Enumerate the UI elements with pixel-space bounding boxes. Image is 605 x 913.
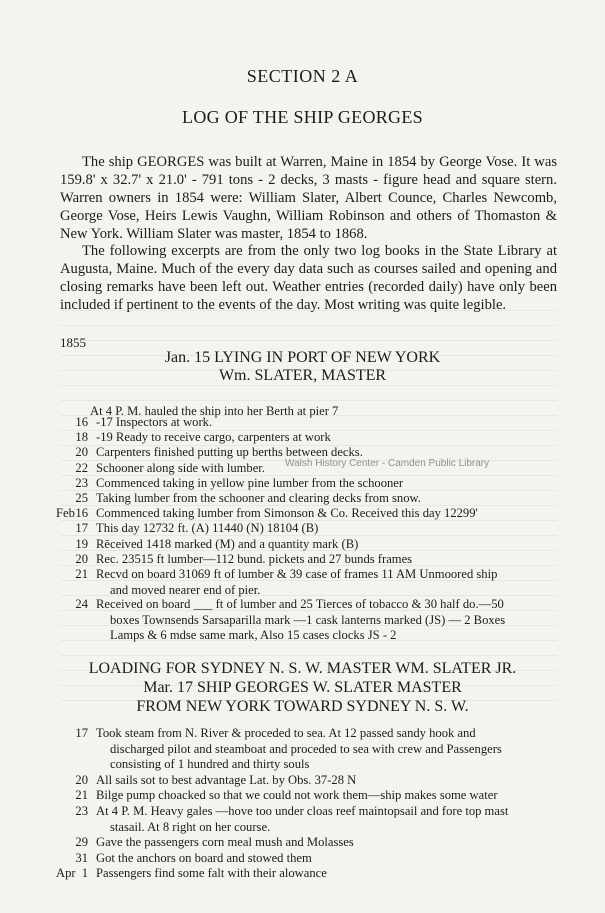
entry-text <box>96 804 551 835</box>
entry-line: stasail. At 8 right on her course. <box>110 819 271 834</box>
entry-text <box>96 430 551 446</box>
entry-day: 24 <box>75 597 88 612</box>
section-title: SECTION 2 A <box>246 66 359 86</box>
entry-day: 20 <box>75 551 88 566</box>
entry-line: Carpenters finished putting up berths between decks. <box>96 445 363 460</box>
lead-entry: At 4 P. M. hauled the ship into her Berth at pier 7 <box>90 404 339 418</box>
entry-day: 23 <box>75 475 88 490</box>
entry-line: This day 12732 ft. (A) 11440 (N) 18104 (B) <box>96 521 319 536</box>
heading-master: Wm. SLATER, MASTER <box>218 367 387 384</box>
entry-text <box>96 835 551 851</box>
entry-line: Rec. 23515 ft lumber—112 bund. pickets and 27 bunds frames <box>96 551 413 566</box>
entry-day: 25 <box>75 491 88 505</box>
entry-day: 20 <box>75 772 88 787</box>
entry-day: 31 <box>75 850 88 865</box>
entry-text <box>96 597 551 644</box>
entry-line: Passengers find some falt with their alowance <box>96 866 327 881</box>
heading-jan-port: Jan. 15 LYING IN PORT OF NEW YORK <box>164 349 441 366</box>
entry-day: 23 <box>75 804 88 818</box>
entry-line: All sails sot to best advantage Lat. by Obs. 37-28 N <box>96 772 357 787</box>
entry-day: 1 <box>81 866 88 881</box>
entry-line: Commenced taking lumber from Simonson & Co. Received this day 12299' <box>96 506 478 521</box>
heading-route: FROM NEW YORK TOWARD SYDNEY N. S. W. <box>136 698 469 715</box>
library-watermark: Walsh History Center - Camden Public Library <box>285 458 490 469</box>
entry-line: Gave the passengers corn meal mush and Molasses <box>96 835 354 850</box>
intro-paragraph-2: The following excerpts are from the only two log books in the State Library at Augusta, Maine. Much of the every day data such as courses sailed and opening and closing remarks have been left out. Weather entries (recorded daily) have only been included if pertinent to the events of the day. Most writing was quite legible. <box>60 243 557 313</box>
entry-day: 16 <box>75 506 88 521</box>
entry-day: 16 <box>75 415 88 429</box>
entry-month: Feb <box>56 506 75 521</box>
entry-line: At 4 P. M. Heavy gales —hove too under cloas reef maintopsail and fore top mast <box>96 804 509 818</box>
entry-line: Took steam from N. River & proceded to sea. At 12 passed sandy hook and <box>96 726 476 740</box>
entry-text <box>96 552 551 568</box>
intro-paragraph-1: The ship GEORGES was built at Warren, Maine in 1854 by George Vose. It was 159.8' x 32.7' x 21.0' - 791 tons - 2 decks, 3 masts - figure head and square stern. Warren owners in 1854 were: William Slater, Albert Counce, Charles Newcomb, George Vose, Heirs Lewis Vaughn, William Robinson and others of Thomaston & New York. William Slater was master, 1854 to 1868. <box>60 154 557 242</box>
entry-day: 17 <box>75 521 88 536</box>
entry-text <box>96 851 551 867</box>
entry-day: 17 <box>75 726 88 740</box>
entry-line: discharged pilot and steamboat and proceded to sea with crew and Passengers <box>110 741 502 756</box>
entry-month: Apr <box>56 866 76 881</box>
entry-day: 20 <box>75 445 88 460</box>
entry-text <box>96 726 551 773</box>
entry-line: Bilge pump choacked so that we could not work them—ship makes some water <box>96 788 498 803</box>
entry-day: 29 <box>75 835 88 850</box>
entry-day: 21 <box>75 788 88 803</box>
entry-text <box>96 491 551 507</box>
heading-departure-date: Mar. 17 SHIP GEORGES W. SLATER MASTER <box>143 679 462 696</box>
entry-text <box>96 506 551 522</box>
entry-line: Got the anchors on board and stowed them <box>96 850 312 865</box>
entry-text <box>96 788 551 804</box>
entry-line: Lamps & 6 mdse same mark, Also 15 cases clocks JS - 2 <box>110 628 397 643</box>
entry-line: consisting of 1 hundred and thirty souls <box>110 757 310 771</box>
entry-day: 22 <box>75 460 88 475</box>
year-label: 1855 <box>60 335 86 350</box>
entry-line: and moved nearer end of pier. <box>110 582 261 597</box>
log-title: LOG OF THE SHIP GEORGES <box>182 107 423 127</box>
entry-text <box>96 773 551 789</box>
entry-text <box>96 521 551 537</box>
entry-text <box>96 415 551 431</box>
heading-loading: LOADING FOR SYDNEY N. S. W. MASTER WM. SLATER JR. <box>88 660 517 677</box>
entry-line: Recvd on board 31069 ft of lumber & 39 case of frames 11 AM Unmoored ship <box>96 567 498 581</box>
entry-text <box>96 567 551 598</box>
entry-line: -19 Ready to receive cargo, carpenters at work <box>96 430 331 445</box>
entry-text <box>96 537 551 553</box>
entry-text <box>96 476 551 492</box>
entry-line: Taking lumber from the schooner and clearing decks from snow. <box>96 491 421 505</box>
entry-day: 19 <box>75 536 88 551</box>
entry-line: Received on board ___ ft of lumber and 25 Tierces of tobacco & 30 half do.—50 <box>96 597 504 612</box>
entry-line: boxes Townsends Sarsaparilla mark —1 cask lanterns marked (JS) — 2 Boxes <box>110 612 506 627</box>
entry-day: 21 <box>75 567 88 581</box>
entry-text <box>96 866 551 882</box>
entry-line: Commenced taking in yellow pine lumber from the schooner <box>96 475 404 490</box>
entry-line: Rēceived 1418 marked (M) and a quantity mark (B) <box>96 536 359 551</box>
entry-line: Schooner along side with lumber. <box>96 460 265 475</box>
entry-line: -17 Inspectors at work. <box>96 415 213 429</box>
entry-day: 18 <box>75 430 88 445</box>
